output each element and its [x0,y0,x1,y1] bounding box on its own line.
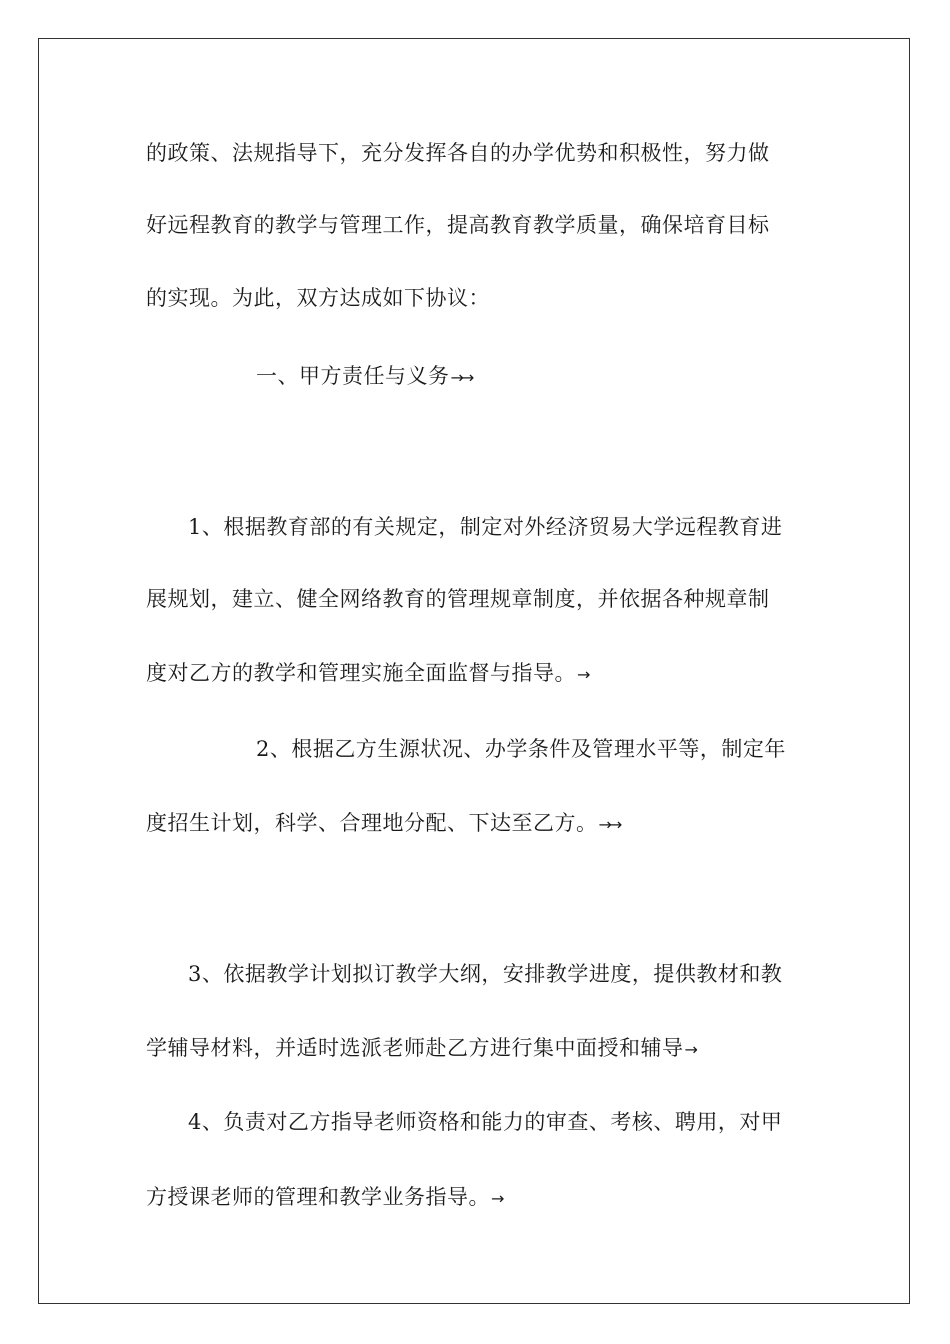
line-text: 方授课老师的管理和教学业务指导。 [146,1185,490,1209]
paragraph-mark-icon: → [491,1189,502,1208]
item-1-line-3 [146,658,587,690]
paragraph-mark-icon: → [684,1040,695,1059]
line-text: 展规划，建立、健全网络教育的管理规章制度，并依据各种规章制 [146,587,770,611]
text-line-1 [146,138,770,168]
item-2-line-1 [256,734,786,764]
line-text: 2、根据乙方生源状况、办学条件及管理水平等，制定年 [256,737,786,761]
item-4-line-1 [188,1107,782,1137]
line-text: 学辅导材料，并适时选派老师赴乙方进行集中面授和辅导 [146,1036,684,1060]
line-text: 度对乙方的教学和管理实施全面监督与指导。 [146,661,576,685]
item-4-line-2 [146,1182,501,1214]
item-1-line-2 [146,584,770,614]
item-2-line-2 [146,808,619,840]
line-text: 4、负责对乙方指导老师资格和能力的审查、考核、聘用，对甲 [188,1110,783,1134]
paragraph-mark-icon: → [577,665,588,684]
text-line-3 [146,283,490,313]
paragraph-mark-icon: →→ [450,368,472,387]
section-heading [256,361,471,393]
line-text: 好远程教育的教学与管理工作，提高教育教学质量，确保培育目标 [146,213,770,237]
line-text: 的政策、法规指导下，充分发挥各自的办学优势和积极性，努力做 [146,141,770,165]
line-text: 1、根据教育部的有关规定，制定对外经济贸易大学远程教育进 [188,515,783,539]
item-3-line-2 [146,1033,695,1065]
item-3-line-1 [188,959,782,989]
line-text: 度招生计划，科学、合理地分配、下达至乙方。 [146,811,598,835]
heading-text: 一、甲方责任与义务 [256,364,450,388]
text-line-2 [146,210,770,240]
item-1-line-1 [188,512,782,542]
line-text: 的实现。为此，双方达成如下协议： [146,286,490,310]
line-text: 3、依据教学计划拟订教学大纲，安排教学进度，提供教材和教 [188,962,783,986]
paragraph-mark-icon: →→ [598,815,620,834]
